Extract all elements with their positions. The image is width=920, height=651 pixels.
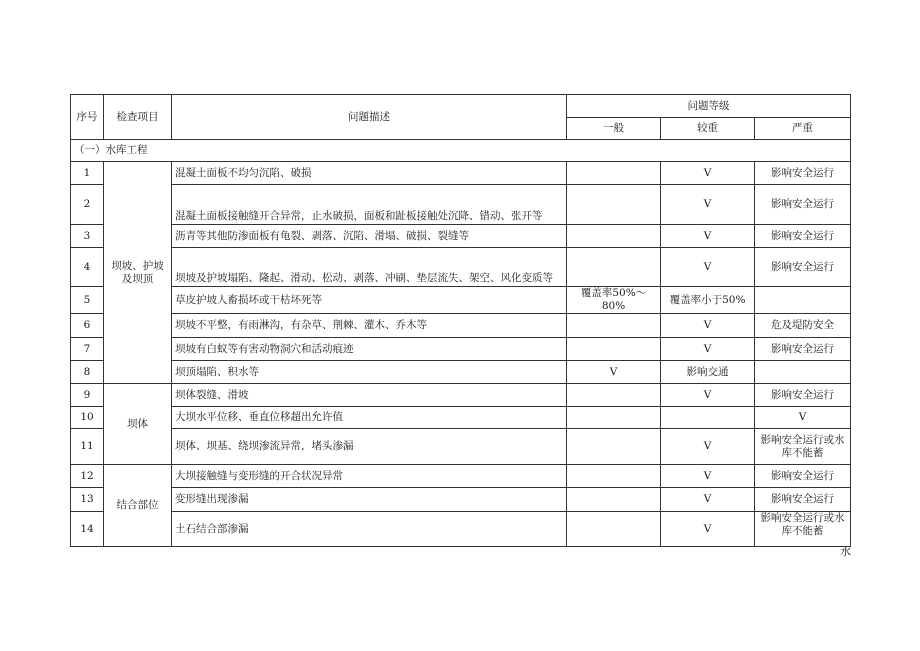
row-desc: 坝坡不平整，有雨淋沟，有杂草、荆棘、灌木、乔木等: [172, 314, 567, 338]
row-severe: 影响安全运行或水库不能蓄: [755, 512, 851, 547]
row-severe: [755, 287, 851, 314]
row-no: 9: [71, 384, 104, 407]
row-desc: 坝坡有白蚁等有害动物洞穴和活动痕迹: [172, 338, 567, 361]
table-row: [71, 407, 851, 429]
row-no: 4: [71, 248, 104, 287]
page-trailer-text: 水: [840, 545, 851, 558]
row-severe: 影响安全运行: [755, 162, 851, 185]
row-major: V: [661, 338, 755, 361]
row-no: 5: [71, 287, 104, 314]
row-severe: 影响安全运行: [755, 248, 851, 287]
row-general: V: [567, 361, 661, 384]
table-row: [71, 429, 851, 465]
row-no: 3: [71, 225, 104, 248]
row-desc: 坝体、坝基、绕坝渗流异常，堵头渗漏: [172, 429, 567, 465]
section-row: [71, 140, 851, 162]
row-no: 11: [71, 429, 104, 465]
row-desc: 土石结合部渗漏: [172, 512, 567, 547]
header-no: 序号: [71, 95, 104, 140]
row-general: [567, 248, 661, 287]
header-desc: 问题描述: [172, 95, 567, 140]
row-major: V: [661, 248, 755, 287]
row-major: V: [661, 314, 755, 338]
row-major: V: [661, 465, 755, 488]
row-general: [567, 338, 661, 361]
header-severe: 严重: [755, 118, 851, 140]
row-no: 7: [71, 338, 104, 361]
table-row: [71, 361, 851, 384]
row-desc: 草皮护坡人畜损坏或干枯坏死等: [172, 287, 567, 314]
table-row: [71, 162, 851, 185]
row-severe: 影响安全运行: [755, 225, 851, 248]
row-severe: 影响安全运行或水库不能蓄: [755, 429, 851, 465]
row-no: 13: [71, 488, 104, 512]
table-row: [71, 488, 851, 512]
table-row: [71, 248, 851, 287]
row-major: V: [661, 162, 755, 185]
table-row: [71, 338, 851, 361]
row-general: [567, 465, 661, 488]
row-general: [567, 314, 661, 338]
row-desc: 坝坡及护坡塌陷、隆起、滑动、松动、剥落、冲刷、垫层流失、架空、风化变质等: [172, 248, 567, 287]
row-desc: 坝顶塌陷、积水等: [172, 361, 567, 384]
table-row: [71, 314, 851, 338]
row-severe: V: [755, 407, 851, 429]
row-desc: 沥青等其他防渗面板有龟裂、剥落、沉陷、滑塌、破损、裂缝等: [172, 225, 567, 248]
row-desc: 大坝接触缝与变形缝的开合状况异常: [172, 465, 567, 488]
row-general: [567, 512, 661, 547]
row-desc: 混凝土面板不均匀沉陷、破损: [172, 162, 567, 185]
row-general: [567, 407, 661, 429]
row-major: V: [661, 384, 755, 407]
table-row: [71, 512, 851, 547]
row-general: [567, 429, 661, 465]
table-row: [71, 185, 851, 225]
row-major: V: [661, 185, 755, 225]
table-row: [71, 225, 851, 248]
row-severe: 影响安全运行: [755, 384, 851, 407]
section-title: （一）水库工程: [71, 140, 851, 162]
row-desc: 变形缝出现渗漏: [172, 488, 567, 512]
row-major: [661, 407, 755, 429]
row-major: 影响交通: [661, 361, 755, 384]
table-row: [71, 465, 851, 488]
group-dam-slope: 坝坡、护坡及坝顶: [104, 162, 172, 384]
row-severe: 影响安全运行: [755, 338, 851, 361]
row-no: 8: [71, 361, 104, 384]
header-level: 问题等级: [567, 95, 851, 118]
header-major: 较重: [661, 118, 755, 140]
header-item: 检查项目: [104, 95, 172, 140]
row-major: V: [661, 512, 755, 547]
row-general: 覆盖率50%～80%: [567, 287, 661, 314]
group-dam-body: 坝体: [104, 384, 172, 465]
header-row: [71, 95, 851, 118]
inspection-table: [70, 94, 851, 547]
row-severe: 影响安全运行: [755, 185, 851, 225]
row-major: 覆盖率小于50%: [661, 287, 755, 314]
table-row: [71, 287, 851, 314]
row-desc: 大坝水平位移、垂直位移超出允许值: [172, 407, 567, 429]
row-desc: 混凝土面板接触缝开合异常，止水破损，面板和趾板接触处沉降、错动、张开等: [172, 185, 567, 225]
table-row: [71, 384, 851, 407]
group-junction: 结合部位: [104, 465, 172, 547]
row-general: [567, 488, 661, 512]
row-no: 6: [71, 314, 104, 338]
row-severe: 影响安全运行: [755, 465, 851, 488]
row-no: 1: [71, 162, 104, 185]
row-no: 2: [71, 185, 104, 225]
row-severe: [755, 361, 851, 384]
row-no: 14: [71, 512, 104, 547]
header-general: 一般: [567, 118, 661, 140]
row-severe: 危及堤防安全: [755, 314, 851, 338]
row-major: V: [661, 429, 755, 465]
row-severe: 影响安全运行: [755, 488, 851, 512]
row-general: [567, 162, 661, 185]
row-desc: 坝体裂缝、滑坡: [172, 384, 567, 407]
row-major: V: [661, 488, 755, 512]
row-no: 10: [71, 407, 104, 429]
row-major: V: [661, 225, 755, 248]
row-general: [567, 384, 661, 407]
row-general: [567, 225, 661, 248]
row-general: [567, 185, 661, 225]
row-no: 12: [71, 465, 104, 488]
